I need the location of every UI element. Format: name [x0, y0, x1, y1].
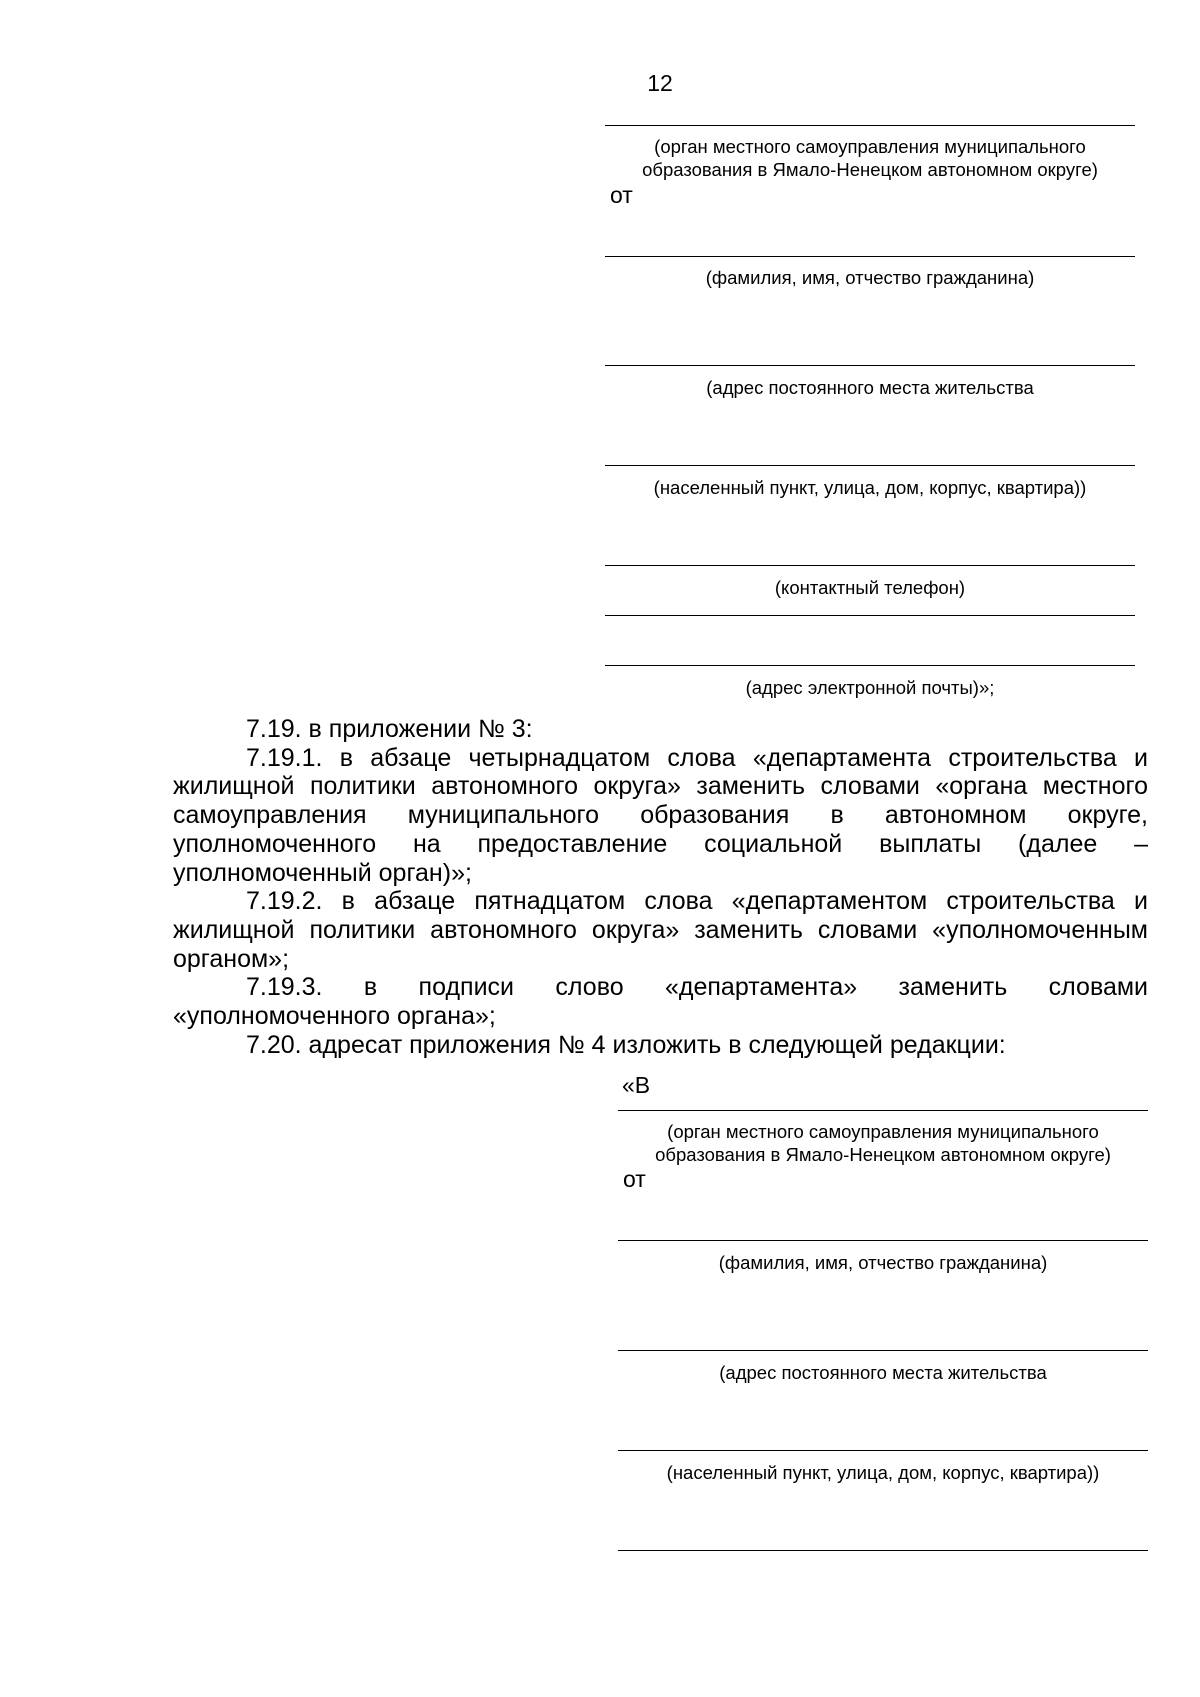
email-line-1[interactable]	[605, 615, 1135, 616]
address-line[interactable]	[605, 365, 1135, 366]
paragraph-7-19-1: 7.19.1. в абзаце четырнадцатом слова «департамента строительства и жилищной политики автономного округа» заменить словами «органа местного самоуправления муниципального образования в автономном округе, уполномоченного на предоставление социальной выплаты (далее – уполномоченный орган)»;	[173, 743, 1148, 887]
address-caption: (адрес постоянного места жительства	[706, 377, 1034, 398]
authority-line-2[interactable]	[618, 1110, 1148, 1111]
phone-caption: (контактный телефон)	[774, 577, 966, 598]
authority-line[interactable]	[605, 125, 1135, 126]
address-caption-2: (адрес постоянного места жительства	[719, 1362, 1047, 1383]
locality-caption-2: (населенный пункт, улица, дом, корпус, квартира))	[666, 1462, 1100, 1483]
paragraph-7-20: 7.20. адресат приложения № 4 изложить в следующей редакции:	[246, 1030, 1006, 1059]
name-caption: (фамилия, имя, отчество гражданина)	[705, 267, 1035, 288]
name-line-2[interactable]	[618, 1240, 1148, 1241]
authority-caption: (орган местного самоуправления муниципального образования в Ямало-Ненецком автономном округе)	[642, 136, 1098, 180]
paragraph-7-19: 7.19. в приложении № 3:	[246, 715, 533, 743]
paragraph-7-19-2: 7.19.2. в абзаце пятнадцатом слова «департаментом строительства и жилищной политики автономного округа» заменить словами «уполномоченным органом»;	[173, 887, 1148, 973]
locality-line[interactable]	[605, 465, 1135, 466]
paragraph-7-19-3: 7.19.3. в подписи слово «департамента» заменить словами «уполномоченного органа»;	[173, 973, 1148, 1031]
from-label: от	[610, 182, 633, 208]
email-line-2[interactable]	[605, 665, 1135, 666]
phone-line[interactable]	[605, 565, 1135, 566]
address-line-2[interactable]	[618, 1350, 1148, 1351]
name-caption-2: (фамилия, имя, отчество гражданина)	[718, 1252, 1048, 1273]
amendment-text	[173, 715, 1148, 1059]
from-label-2: от	[623, 1166, 646, 1192]
page-number: 12	[647, 70, 673, 96]
email-caption: (адрес электронной почты)»;	[745, 677, 995, 698]
locality-caption: (населенный пункт, улица, дом, корпус, квартира))	[653, 477, 1087, 498]
extra-line-2[interactable]	[618, 1550, 1148, 1551]
authority-caption-2: (орган местного самоуправления муниципального образования в Ямало-Ненецком автономном округе)	[655, 1121, 1111, 1165]
opening-label: «В	[622, 1072, 651, 1098]
locality-line-2[interactable]	[618, 1450, 1148, 1451]
name-line[interactable]	[605, 256, 1135, 257]
